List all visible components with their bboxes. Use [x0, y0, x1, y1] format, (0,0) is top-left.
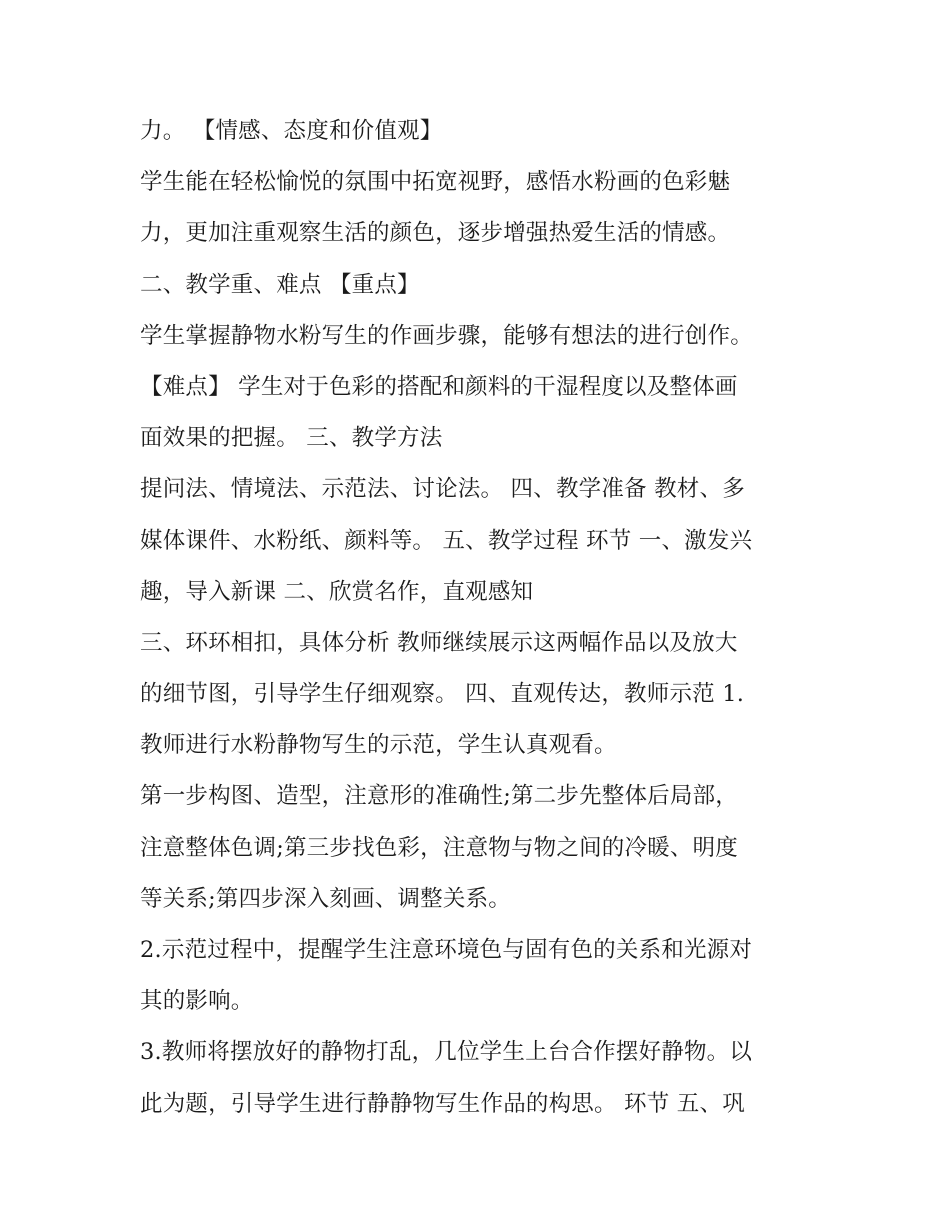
- text-line: 【难点】 学生对于色彩的搭配和颜料的干湿程度以及整体画: [140, 373, 738, 400]
- text-line: 此为题，引导学生进行静静物写生作品的构思。 环节 五、巩: [140, 1090, 745, 1117]
- text-line: 其的影响。: [140, 988, 254, 1015]
- text-line: 力，更加注重观察生活的颜色，逐步增强热爱生活的情感。: [140, 220, 731, 247]
- text-line: 等关系;第四步深入刻画、调整关系。: [140, 885, 511, 912]
- text-line: 媒体课件、水粉纸、颜料等。 五、教学过程 环节 一、激发兴: [140, 527, 753, 554]
- text-line: 3.教师将摆放好的静物打乱，几位学生上台合作摆好静物。以: [140, 1039, 753, 1066]
- text-line: 面效果的把握。 三、教学方法: [140, 425, 443, 452]
- text-line: 学生能在轻松愉悦的氛围中拓宽视野，感悟水粉画的色彩魅: [140, 169, 731, 196]
- text-line: 2.示范过程中，提醒学生注意环境色与固有色的关系和光源对: [140, 937, 753, 963]
- section-heading: 二、教学重、难点 【重点】: [140, 271, 420, 298]
- text-line: 学生掌握静物水粉写生的作画步骤，能够有想法的进行创作。: [140, 322, 753, 349]
- text-line: 提问法、情境法、示范法、讨论法。 四、教学准备 教材、多: [140, 476, 745, 503]
- text-line: 力。 【情感、态度和价值观】: [140, 118, 443, 144]
- text-line: 第一步构图、造型，注意形的准确性;第二步先整体后局部，: [140, 783, 738, 810]
- text-line: 趣，导入新课 二、欣赏名作，直观感知: [140, 578, 534, 605]
- text-line: 教师进行水粉静物写生的示范，学生认真观看。: [140, 732, 617, 759]
- text-line: 注意整体色调;第三步找色彩，注意物与物之间的冷暖、明度: [140, 834, 738, 861]
- text-line: 三、环环相扣，具体分析 教师继续展示这两幅作品以及放大: [140, 629, 738, 656]
- text-line: 的细节图，引导学生仔细观察。 四、直观传达，教师示范 1.: [140, 681, 745, 708]
- document-body: [140, 106, 820, 1130]
